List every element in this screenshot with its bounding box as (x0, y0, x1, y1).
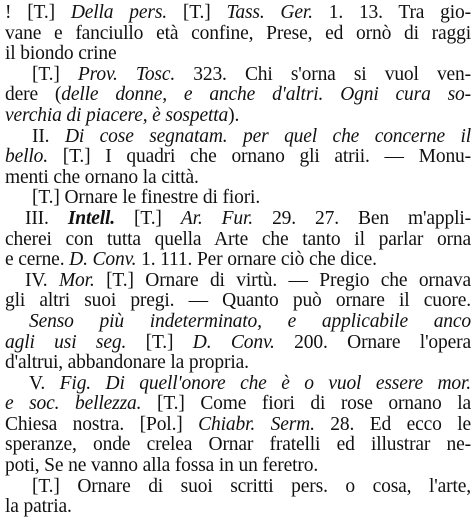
text-segment: 28. Ed ecco le (314, 414, 471, 435)
text-segment: poti, Se ne vanno alla fossa in un feretro. (5, 456, 319, 477)
text-line (5, 65, 471, 86)
text-segment: [T.] Ornare di virtù. — Pregio che ornava (94, 270, 471, 291)
text-segment: Mor. (58, 270, 95, 291)
text-segment: Fig. Di quell'onore che è o vuol essere mor. (59, 373, 471, 394)
text-segment: cherei con tutta quella Arte che tanto il parlar orna (5, 229, 471, 250)
text-line (5, 435, 471, 456)
text-line (5, 456, 471, 477)
text-segment: gli altri suoi pregi. — Quanto può ornare il cuore. (5, 291, 471, 312)
text-segment: la patria. (5, 497, 72, 518)
text-segment: menti che ornano la città. (5, 167, 199, 188)
text-segment: Ar. Fur. (180, 208, 254, 229)
text-segment: [T.] (126, 332, 193, 353)
text-segment: [T.] Ornare le finestre di fiori. (32, 188, 261, 209)
text-segment: ). (228, 105, 240, 126)
text-segment: D. Conv. (69, 250, 137, 271)
text-segment: Della pers. (70, 3, 167, 23)
text-line (5, 168, 471, 189)
text-line (5, 44, 471, 65)
text-segment: Intell. (67, 208, 115, 229)
text-segment: D. Conv. (192, 332, 275, 353)
text-segment: e cerne. (5, 250, 70, 271)
text-segment: Chiabr. Serm. (198, 414, 315, 435)
text-segment: speranze, onde crelea Ornar fratelli ed illustrar ne- (5, 435, 471, 456)
text-segment: III. (25, 208, 68, 229)
text-segment: II. (32, 126, 65, 147)
text-line (5, 188, 471, 209)
text-line (5, 415, 471, 436)
text-line (5, 291, 471, 312)
text-segment: [T.] Ornare di suoi scritti pers. o cosa, l'arte, (32, 476, 471, 497)
text-line (5, 271, 471, 292)
text-segment: il biondo crine (5, 44, 117, 65)
text-segment: 29. 27. Ben m'appli- (253, 208, 471, 229)
text-segment: Tass. Ger. (226, 3, 313, 23)
text-segment: [T.] I quadri che ornano gli atrii. — Monu- (47, 147, 471, 168)
text-segment: 1. 13. Tra gio- (312, 3, 471, 23)
text-segment: bello. (5, 147, 48, 168)
text-line (5, 85, 471, 106)
text-line (5, 147, 471, 168)
text-line (5, 3, 471, 24)
text-segment: Chiesa nostra. [Pol.] (5, 414, 199, 435)
text-segment: e soc. bellezza. (5, 394, 142, 415)
text-segment: IV. (25, 270, 59, 291)
text-segment: 323. Chi s'orna si vuol ven- (175, 64, 471, 85)
text-line (5, 353, 471, 374)
text-segment: d'altrui, abbandonare la propria. (5, 353, 249, 374)
text-segment: verchia di piacere, è sospetta (5, 105, 229, 126)
text-segment: [T.] (166, 3, 227, 23)
text-segment: V. (29, 373, 60, 394)
text-line (5, 250, 471, 271)
text-segment: 1. 111. Per ornare ciò che dice. (136, 250, 377, 271)
text-line (5, 106, 471, 127)
text-line (5, 477, 471, 498)
text-segment: vane e fanciullo età confine, Prese, ed ornò di raggi (5, 23, 471, 44)
text-segment: [T.] (27, 3, 71, 23)
text-segment: Senso più indeterminato, e applicabile anco (29, 311, 471, 332)
text-segment: ! (5, 3, 28, 23)
text-segment: 200. Ornare l'opera (274, 332, 471, 353)
text-segment: agli usi seg. (5, 332, 127, 353)
text-line (5, 312, 471, 333)
text-line (5, 230, 471, 251)
text-segment: Prov. Tosc. (77, 64, 176, 85)
text-line (5, 333, 471, 354)
text-line (5, 394, 471, 415)
text-line (5, 209, 471, 230)
text-segment: dere ( (5, 85, 62, 106)
text-line (5, 497, 471, 518)
text-segment: [T.] Come fiori di rose ornano la (141, 394, 471, 415)
text-segment: Di cose segnatam. per quel che concerne il (64, 126, 471, 147)
text-segment: [T.] (114, 208, 181, 229)
text-line (5, 24, 471, 45)
text-segment: [T.] (32, 64, 78, 85)
text-segment: delle donne, e anche d'altri. Ogni cura so- (61, 85, 471, 106)
text-line (5, 127, 471, 148)
text-line (5, 374, 471, 395)
